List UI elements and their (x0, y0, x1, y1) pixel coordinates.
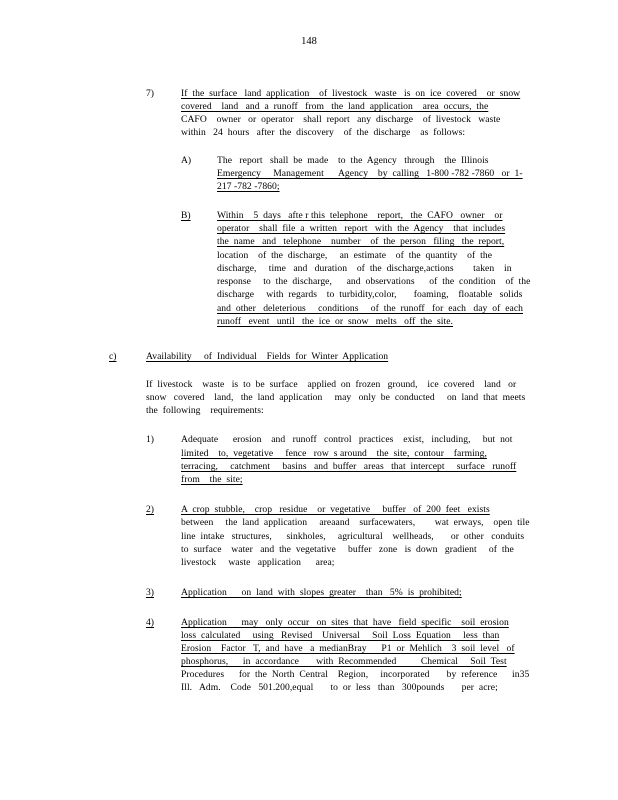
item-7b-label: B) (181, 210, 191, 221)
item-7-line: CAFO owner or operator shall report any discharge of livestock waste (181, 114, 501, 125)
item-2-line: A crop stubble, crop residue or vegetative buffer of 200 feet exists (181, 504, 490, 515)
item-2-label: 2) (146, 504, 154, 515)
item-7-line: within 24 hours after the discovery of the discharge as follows: (181, 127, 466, 138)
item-3-label: 3) (146, 587, 154, 598)
item-4-line: Application may only occur on sites that have field specific soil erosion (181, 617, 509, 628)
item-2-line: line intake structures, sinkholes, agricultural wellheads, or other conduits (181, 531, 525, 542)
item-2-line: between the land application areaand surfacewaters, wat erways, open tile (181, 517, 530, 528)
item-1-label: 1) (146, 434, 154, 445)
item-4-line: loss calculated using Revised Universal Soil Loss Equation less than (181, 630, 500, 641)
item-4-label: 4) (146, 617, 154, 628)
item-7b-line: Within 5 days afte r this telephone report, the CAFO owner or (217, 210, 503, 221)
item-7b-line: the name and telephone number of the person filing the report, (217, 236, 505, 247)
item-7a-line: The report shall be made to the Agency through the Illinois (217, 155, 489, 166)
item-7a-label: A) (181, 155, 192, 166)
item-7b-line: discharge with regards to turbidity,color, foaming, floatable solids (217, 289, 523, 300)
item-7-line: covered land and a runoff from the land application area occurs, the (181, 101, 489, 112)
item-3-line: Application on land with slopes greater than 5% is prohibited; (181, 587, 462, 598)
item-7b-line: operator shall file a written report with the Agency that includes (217, 223, 506, 234)
item-4-line: Erosion Factor T, and have a medianBray P1 or Mehlich 3 soil level of (181, 643, 515, 654)
item-7a-line: 217 -782 -7860; (217, 181, 280, 192)
section-c-heading: Availability of Individual Fields for Winter Application (146, 351, 389, 362)
page-number: 148 (301, 36, 317, 47)
item-7b-line: discharge, time and duration of the discharge,actions taken in (217, 263, 512, 274)
item-2-line: livestock waste application area; (181, 557, 335, 568)
item-7-label: 7) (146, 88, 154, 99)
section-c-intro-line: the following requirements: (146, 405, 264, 416)
item-7a-line: Emergency Management Agency by calling 1-800 -782 -7860 or 1- (217, 168, 523, 179)
item-4-line: phosphorus, in accordance with Recommended Chemical Soil Test (181, 656, 507, 667)
item-4-line: Ill. Adm. Code 501.200,equal to or less than 300pounds per acre; (181, 682, 498, 693)
item-1-line: terracing, catchment basins and buffer areas that intercept surface runoff (181, 461, 517, 472)
section-c-intro-line: snow covered land, the land application may only be conducted on land that meets (146, 392, 526, 403)
item-7b-line: runoff event until the ice or snow melts off the site. (217, 316, 453, 327)
section-c-intro-line: If livestock waste is to be surface applied on frozen ground, ice covered land or (146, 379, 517, 390)
item-7-line: If the surface land application of livestock waste is on ice covered or snow (181, 88, 521, 99)
item-1-line: from the site; (181, 474, 243, 485)
item-2-line: to surface water and the vegetative buffer zone is down gradient of the (181, 544, 514, 555)
item-7b-line: and other deleterious conditions of the runoff for each day of each (217, 303, 524, 314)
item-1-line: Adequate erosion and runoff control practices exist, including, but not (181, 434, 513, 445)
item-7b-line: location of the discharge, an estimate of the quantity of the (217, 250, 493, 261)
item-7b-line: response to the discharge, and observations of the condition of the (217, 276, 531, 287)
section-c-label: c) (109, 351, 117, 362)
item-4-line: Procedures for the North Central Region, incorporated by reference in35 (181, 669, 530, 680)
item-1-line: limited to, vegetative fence row s around the site, contour farming, (181, 448, 487, 459)
